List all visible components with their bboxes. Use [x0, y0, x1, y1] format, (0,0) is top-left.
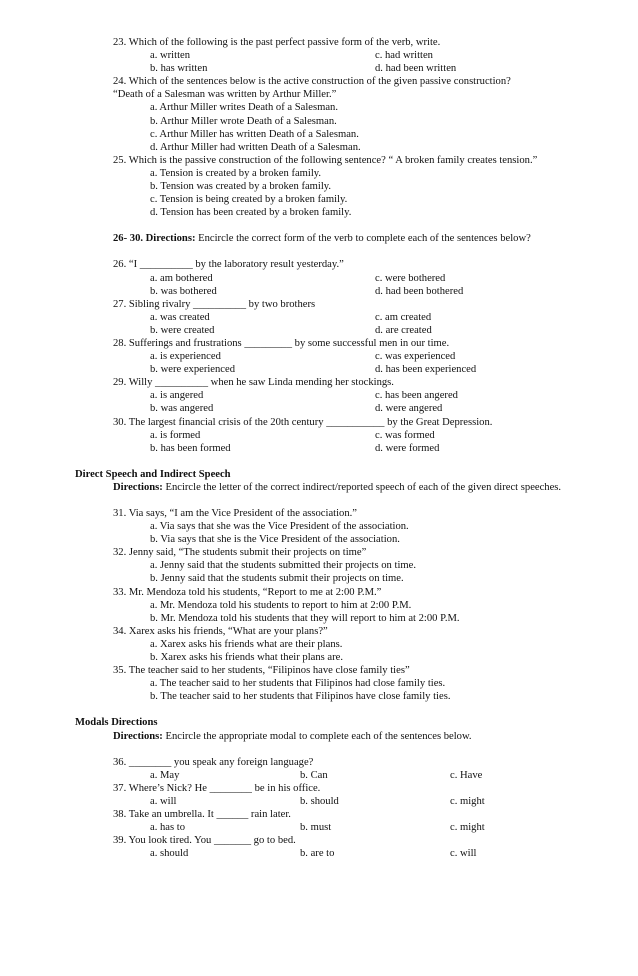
options-row [0, 429, 638, 442]
option-b[interactable]: b. Arthur Miller wrote Death of a Salesman. [150, 115, 337, 127]
option-c[interactable]: c. Tension is being created by a broken family. [150, 194, 348, 206]
option-a[interactable]: a. Xarex asks his friends what are their plans. [150, 638, 343, 650]
options-row [0, 402, 638, 415]
directions-label: Directions: [113, 481, 163, 493]
spacer [0, 743, 638, 756]
options-row [0, 363, 638, 376]
option-c[interactable]: c. might [450, 822, 485, 834]
directions-text: Encircle the letter of the correct indirect/reported speech of each of the given direct speeches. [162, 481, 562, 493]
option-b[interactable]: b. were created [150, 324, 215, 336]
option-a[interactable]: a. am bothered [150, 272, 213, 284]
question-23: 23. Which of the following is the past perfect passive form of the verb, write. [113, 37, 441, 48]
option-b[interactable]: b. Can [300, 769, 328, 781]
directions-26-30 [0, 232, 565, 245]
option-d[interactable]: d. were angered [375, 403, 443, 415]
options-row [0, 350, 638, 363]
directions-modals [0, 730, 638, 743]
option-c[interactable]: c. am created [375, 311, 432, 323]
directions-label: 26- 30. Directions: [113, 233, 196, 245]
directions-label: Directions: [113, 730, 163, 742]
option-a[interactable]: a. has to [150, 822, 186, 834]
options-row [0, 821, 638, 834]
option-a[interactable]: a. Tension is created by a broken family. [150, 167, 322, 179]
option-a[interactable]: a. is angered [150, 390, 204, 402]
option-a[interactable]: a. Jenny said that the students submitted their projects on time. [150, 560, 416, 572]
question-30: 30. The largest financial crisis of the 20th century ___________ by the Great Depression. [113, 416, 493, 428]
option-b[interactable]: b. was angered [150, 403, 214, 415]
question-34: 34. Xarex asks his friends, “What are your plans?” [113, 625, 328, 637]
spacer [0, 245, 638, 258]
option-a[interactable]: a. will [150, 795, 177, 807]
directions-text: Encircle the appropriate modal to complete each of the sentences below. [162, 730, 472, 742]
section-heading-modals: Modals Directions [75, 717, 158, 729]
options-row [0, 49, 638, 62]
question-37: 37. Where’s Nick? He ________ be in his office. [113, 782, 321, 794]
option-d[interactable]: d. Arthur Miller had written Death of a Salesman. [150, 141, 361, 153]
option-b[interactable]: b. has been formed [150, 442, 231, 454]
question-25: 25. Which is the passive construction of the following sentence? “ A broken family creates tension.” [113, 154, 538, 166]
options-row [0, 769, 638, 782]
spacer [0, 219, 638, 232]
option-b[interactable]: b. has written [150, 63, 208, 75]
options-row [0, 442, 638, 455]
spacer [0, 494, 638, 507]
question-28: 28. Sufferings and frustrations _________ by some successful men in our time. [113, 337, 450, 349]
option-a[interactable]: a. The teacher said to her students that Filipinos had close family ties. [150, 678, 446, 690]
option-b[interactable]: b. Jenny said that the students submit their projects on time. [150, 573, 404, 585]
options-row [0, 272, 638, 285]
question-31: 31. Via says, “I am the Vice President of the association.” [113, 508, 357, 519]
question-38: 38. Take an umbrella. It ______ rain later. [113, 808, 291, 820]
question-24: 24. Which of the sentences below is the active construction of the given passive construction? “Death of a Salesman was written by Arthur Miller.” [113, 76, 511, 101]
option-a[interactable]: a. Mr. Mendoza told his students to report to him at 2:00 P.M. [150, 599, 412, 611]
question-32: 32. Jenny said, “The students submit their projects on time” [113, 547, 367, 559]
question-36: 36. ________ you speak any foreign language? [113, 756, 314, 768]
question-35: 35. The teacher said to her students, “Filipinos have close family ties” [113, 665, 410, 677]
option-d[interactable]: d. had been written [375, 63, 457, 75]
question-29: 29. Willy __________ when he saw Linda mending her stockings. [113, 377, 394, 389]
section-heading-speech: Direct Speech and Indirect Speech [75, 468, 231, 480]
option-c[interactable]: c. were bothered [375, 272, 446, 284]
option-b[interactable]: b. were experienced [150, 364, 235, 376]
option-a[interactable]: a. written [150, 50, 191, 62]
options-row [0, 847, 638, 860]
options-row [0, 285, 638, 298]
option-b[interactable]: b. Via says that she is the Vice President of the association. [150, 534, 400, 546]
option-d[interactable]: d. were formed [375, 442, 440, 454]
question-27: 27. Sibling rivalry __________ by two brothers [113, 298, 316, 310]
options-row [0, 62, 638, 75]
option-c[interactable]: c. had written [375, 50, 433, 62]
option-c[interactable]: c. was experienced [375, 351, 456, 363]
spacer [0, 455, 638, 468]
option-d[interactable]: d. Tension has been created by a broken family. [150, 207, 352, 219]
option-c[interactable]: c. was formed [375, 429, 435, 441]
option-b[interactable]: b. must [300, 822, 332, 834]
spacer [0, 703, 638, 716]
directions-text: Encircle the correct form of the verb to complete each of the sentences below? [195, 233, 531, 245]
option-b[interactable]: b. Tension was created by a broken family. [150, 181, 332, 193]
option-a[interactable]: a. was created [150, 311, 210, 323]
option-a[interactable]: a. Arthur Miller writes Death of a Salesman. [150, 102, 338, 114]
option-c[interactable]: c. Arthur Miller has written Death of a Salesman. [150, 128, 359, 140]
options-row [0, 795, 638, 808]
option-b[interactable]: b. are to [300, 848, 335, 860]
option-d[interactable]: d. had been bothered [375, 285, 464, 297]
option-a[interactable]: a. should [150, 848, 189, 860]
option-a[interactable]: a. May [150, 769, 180, 781]
option-a[interactable]: a. Via says that she was the Vice President of the association. [150, 521, 409, 533]
worksheet-page [0, 36, 638, 860]
option-a[interactable]: a. is formed [150, 429, 201, 441]
question-33: 33. Mr. Mendoza told his students, “Report to me at 2:00 P.M.” [113, 586, 382, 598]
option-b[interactable]: b. Xarex asks his friends what their plans are. [150, 652, 343, 664]
question-39: 39. You look tired. You _______ go to bed. [113, 835, 296, 847]
options-row [0, 311, 638, 324]
option-c[interactable]: c. might [450, 795, 485, 807]
option-b[interactable]: b. was bothered [150, 285, 217, 297]
option-b[interactable]: b. Mr. Mendoza told his students that they will report to him at 2:00 P.M. [150, 612, 460, 624]
option-c[interactable]: c. will [450, 848, 477, 860]
question-26: 26. “I __________ by the laboratory result yesterday.” [113, 259, 344, 271]
option-b[interactable]: b. should [300, 795, 339, 807]
option-d[interactable]: d. has been experienced [375, 364, 477, 376]
directions-speech [0, 481, 565, 494]
option-d[interactable]: d. are created [375, 324, 432, 336]
option-b[interactable]: b. The teacher said to her students that Filipinos have close family ties. [150, 691, 451, 703]
options-row [0, 389, 638, 402]
option-a[interactable]: a. is experienced [150, 351, 221, 363]
option-c[interactable]: c. Have [450, 769, 483, 781]
options-row [0, 324, 638, 337]
option-c[interactable]: c. has been angered [375, 390, 458, 402]
